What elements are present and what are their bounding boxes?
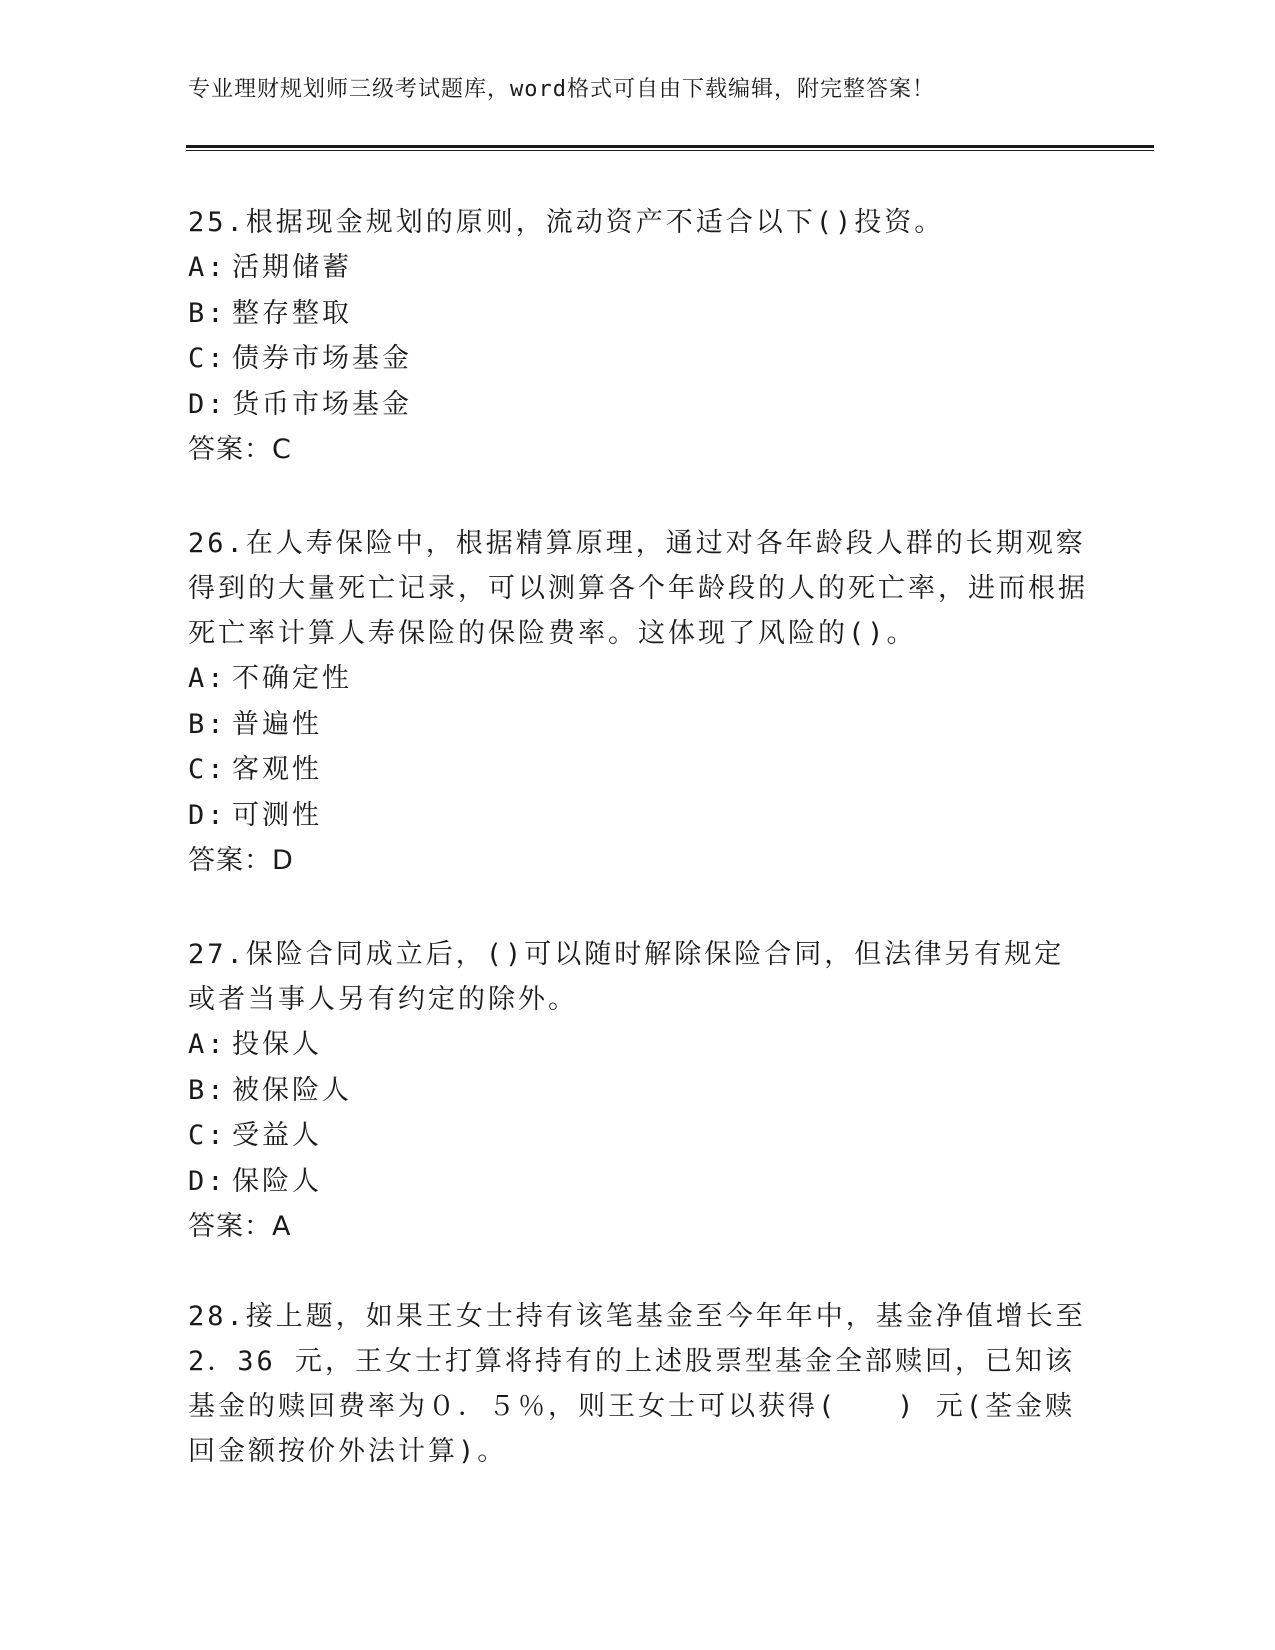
option-a — [188, 1022, 1088, 1068]
option-c — [188, 336, 1088, 382]
option-text: 受益人 — [232, 1120, 322, 1151]
option-a — [188, 656, 1088, 702]
option-b — [188, 291, 1088, 337]
option-text: 被保险人 — [232, 1074, 352, 1106]
question-25 — [188, 200, 1088, 472]
option-d — [188, 793, 1088, 839]
option-letter: C: — [188, 1120, 227, 1151]
page-header: 专业理财规划师三级考试题库，word格式可自由下载编辑，附完整答案！ — [188, 77, 935, 102]
option-d — [188, 1159, 1088, 1205]
option-text: 活期储蓄 — [232, 252, 352, 283]
question-stem: 26.在人寿保险中，根据精算原理，通过对各年龄段人群的长期观察得到的大量死亡记录，可以测算各个年龄段的人的死亡率，进而根据死亡率计算人寿保险的保险费率。这体现了风险的()。 — [188, 528, 1088, 649]
option-letter: B: — [188, 1074, 227, 1106]
question-28 — [188, 1294, 1088, 1474]
answer-line: 答案：D — [188, 845, 294, 876]
header-divider-thin — [186, 150, 1154, 151]
option-c — [188, 747, 1088, 793]
option-d — [188, 382, 1088, 428]
option-text: 普遍性 — [232, 708, 322, 740]
option-text: 货币市场基金 — [232, 388, 412, 420]
option-text: 客观性 — [232, 754, 322, 785]
option-text: 不确定性 — [232, 663, 352, 694]
option-letter: B: — [188, 297, 227, 329]
option-letter: D: — [188, 388, 227, 420]
option-b — [188, 702, 1088, 748]
question-stem: 27.保险合同成立后，()可以随时解除保险合同，但法律另有规定或者当事人另有约定的除外。 — [188, 939, 1065, 1015]
option-letter: D: — [188, 1165, 227, 1197]
option-text: 债券市场基金 — [232, 343, 412, 374]
option-c — [188, 1113, 1088, 1159]
question-27 — [188, 932, 1088, 1249]
option-b — [188, 1068, 1088, 1114]
option-text: 可测性 — [232, 799, 322, 831]
option-letter: A: — [188, 252, 227, 283]
question-stem: 25.根据现金规划的原则，流动资产不适合以下()投资。 — [188, 207, 945, 238]
option-a — [188, 245, 1088, 291]
option-text: 保险人 — [232, 1165, 322, 1197]
question-26 — [188, 521, 1088, 883]
answer-line: 答案：C — [188, 434, 292, 465]
option-letter: C: — [188, 343, 227, 374]
option-letter: C: — [188, 754, 227, 785]
option-letter: D: — [188, 799, 227, 831]
option-letter: B: — [188, 708, 227, 740]
option-text: 投保人 — [232, 1029, 322, 1060]
option-letter: A: — [188, 663, 227, 694]
option-text: 整存整取 — [232, 297, 352, 329]
header-divider — [186, 145, 1154, 148]
answer-line: 答案：A — [188, 1211, 292, 1242]
question-stem: 28.接上题，如果王女士持有该笔基金至今年年中，基金净值增长至2．36 元，王女士打算将持有的上述股票型基金全部赎回，已知该基金的赎回费率为０．５％，则王女士可以获得( ) 元(荃金赎回金额按价外法计算)。 — [188, 1301, 1086, 1467]
option-letter: A: — [188, 1029, 227, 1060]
